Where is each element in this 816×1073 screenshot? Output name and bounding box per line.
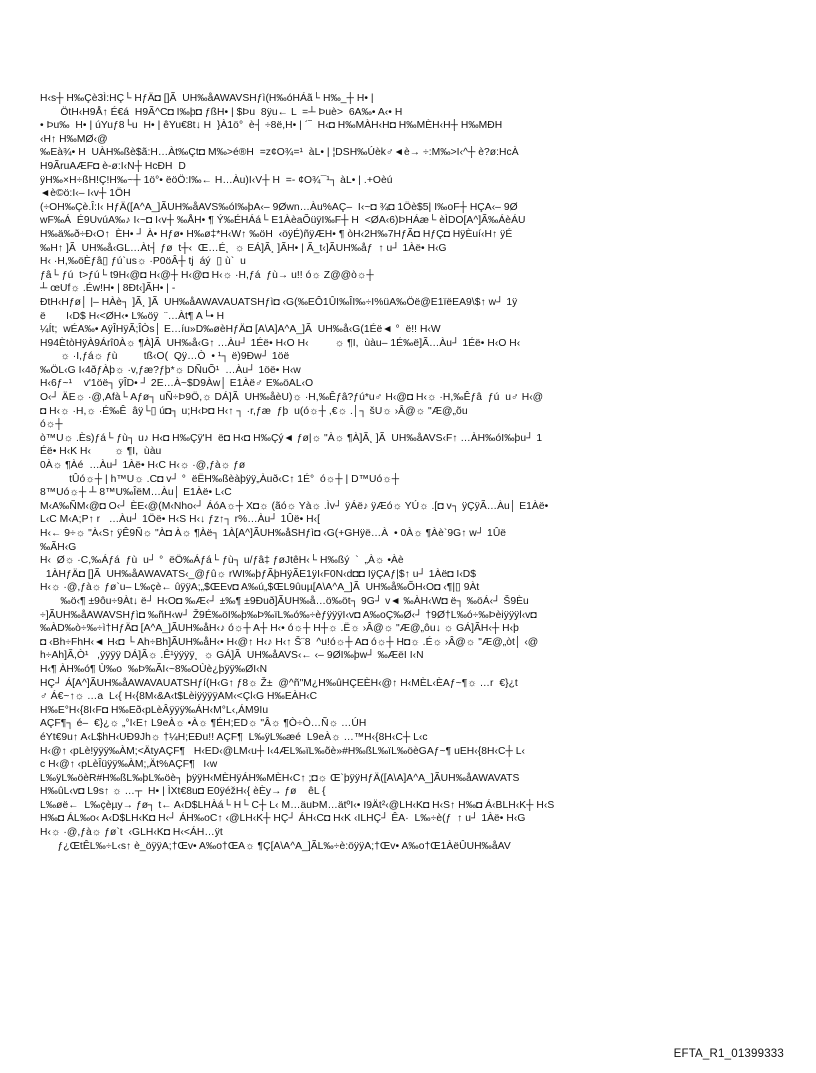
text-line: ‹H↑ H‰MØ‹@ xyxy=(40,133,108,145)
text-line: ◘ H‹☼ ·H,☼ ·É‰Ê âÿ└▯ ú◘┐ u;H‹Þ◘ H‹↑ ┐ ·r,ƒæ ƒþ u(ó☼┼ ,€☼ .│┐ šU☼ ›Â@☼ "Æ@„õu xyxy=(40,405,468,417)
text-line: H‰ä‰ð÷Ð‹O↑ ÈH• ┘ À• Hƒø• H‰ø‡*H‹W↑ ‰öH ‹öÿÉ)ñÿÆH• ¶ òH‹2H‰7HƒÃ◘ HƒÇ◘ HÿÈuí‹H↑ ÿÉ xyxy=(40,228,513,240)
text-line: 8™Uó☼┼ ┴ 8™U‰ÎëM…Àu│ E1Àë• L‹C xyxy=(40,487,232,499)
text-line: H‰ûL‹v◘ L9s↑ ☼ …┬ H• | ÌXt€8u◘ E0ÿéžH‹{ èÈy→ ƒø êL { xyxy=(40,786,326,798)
text-line: ◘ ‹Bh÷FhH‹◄ H‹◘ └ Ah÷Bh]ÃUH‰åH‹• H‹@↑ H‹♪ H‹↑ Š¨8 ^u!ó☼┼ A◘ ó☼┼ H◘☼ .É☼ ›Â@☼ "Æ@„òt│ ‹@ xyxy=(40,636,539,648)
text-line: 1ÀHƒÄ◘ []Ã UH‰åAWAVATS‹_@ƒû☼ rWI‰þƒÃþHÿÃE1ÿI‹F0N‹d◘◘ IÿÇAƒ|$↑ u┘ 1Àë◘ I‹D$ xyxy=(40,568,477,580)
text-line: L‹C M‹A;P↑ r …Àu┘ 1Öë• H‹S H‹↓ ƒz↑┐ r%…Àu┘ 1Ûë• H‹[ xyxy=(40,514,321,526)
garbled-text-block xyxy=(40,92,782,853)
text-line: M‹A‰ÑM‹@◘ O‹┘ ÈE‹@(M‹Nho‹┘ ÁóA☼┼ X◘☼ (ãó☼ Yà☼ .Ìv┘ ÿÁë♪ ÿÆó☼ YÚ☼ .[◘ v┐ ÿÇÿÃ…Àu│ E1Àë• xyxy=(40,500,549,512)
text-line: ò™U☼ .Ès)ƒá└ ƒù┐ u♪ H‹◘ H‰Çÿ'H ë◘ H‹◘ H‰Çý◄ ƒø|☼ "À☼ ¶À]Ã¸ ]Ã UH‰åAVS‹F↑ …ÀH‰óI‰þu┘ 1 xyxy=(40,432,543,444)
text-line: AÇF¶┐ é– €}¿☼ „°I‹E↑ L9eÀ☼ •À☼ ¶ÉH;ED☼ "Â☼ ¶Ò÷Ò…Ñ☼ …ÚH xyxy=(40,718,367,730)
text-line: ‰ÃH‹G xyxy=(40,541,77,553)
text-line: ‰ÀD‰ò÷‰÷ì†HƒÄ◘ [A^A_]ÃUH‰åH‹♪ ó☼┼ A┼ H‹• ó☼┼ H┼☼ .Ë☼ ›Â@☼ "Æ@„ôu↓ ☼ GÁ]ÃH‹┼ H‹þ xyxy=(40,623,519,635)
text-line: ó☼┼ xyxy=(40,419,63,431)
text-line: H‹ Ø☼ ·C,‰Áƒá ƒù u┘ ° ëÖ‰Áƒá└ ƒù┐ u/ƒâ‡ ƒøJtêH‹└ H‰ßý ` „À☼ •Àè xyxy=(40,555,404,567)
text-line: h÷Ah]Ã,Ò¹ ,ÿÿÿÿ DÁ]Ã☼ .Ê¹ÿÿÿÿ¸ ☼ GÁ]Ã UH‰åAVS‹← ‹– 9ØI‰þw┘ ‰ÆëI I‹N xyxy=(40,650,424,662)
text-line: 0À☼ ¶Àé …Àu┘ 1Àë• H‹C H‹☼ ·@,ƒà☼ ƒø xyxy=(40,460,246,472)
text-line: ┴ œUf☼ .Éw!H• | 8Ðt‹]ÃH• | - xyxy=(40,283,176,295)
text-line: ‰ÖL‹G I‹4ðƒÀþ☼ ·v,ƒæ?ƒþ*☼ DÑuÕ¹ …Àu┘ 1öë• H‹w xyxy=(40,364,301,376)
text-line: H‹☼ ·@,ƒà☼ ƒø`t ‹GLH‹K◘ H‹<ÁH…ÿt xyxy=(40,827,223,839)
text-line: H9ÃruAÆF◘ è-ø:I‹N┼ HcÐH D xyxy=(40,160,186,172)
text-line: ƒ¿ŒtÊL‰÷L‹s↑ è_öÿÿA;†Œv• A‰o†ŒA☼ ¶Ç[A\A^A_]ÃL‰÷è:öÿÿA;†Œv• A‰o†Œ1ÀëÛUH‰åAV xyxy=(40,840,511,852)
text-line: ☼ ·I,ƒá☼ ƒù tß‹O( Qÿ…Ò • ¹┐ ë)9Ðw┘ 1öë xyxy=(40,351,290,363)
text-line: ÿH‰×H÷ßH!Ç!H‰~┼ 1ö°• ëöÖ:I‰← H…Àu)I‹V┼ H =- ¢O¾¯¹┐ àL• | .+Oèú xyxy=(40,174,393,186)
text-line: tÛó☼┼ | h™U☼ .C◘ v┘ ° ëËH‰ßèàþÿÿ„Àuð‹C↑ 1É° ó☼┼ | D™Uó☼┼ xyxy=(40,473,400,485)
text-line: HÇ┘ Á[A^]ÃUH‰åAWAVAUATSHƒí(H‹G↑ ƒ8☼ Ž± @^ñ"M¿H‰ûHÇEÈH‹@↑ H‹MÈL‹ÈAƒ~¶☼ …r €}¿t xyxy=(40,677,518,689)
text-line: Éë• H‹K H‹ ☼ ¶I, ùàu xyxy=(40,446,162,458)
text-line: H‹¶ ÀH‰ó¶ Ù‰o ‰Þ‰ÃI‹~8‰OÙè¿þÿÿ‰ØI‹N xyxy=(40,663,268,675)
text-line: H‰E°H‹{8I‹F◘ H‰Eð‹pLèÂÿÿÿ‰ÁH‹M°L‹,ÁM9Iu xyxy=(40,704,269,716)
text-line: O‹┘ ÄE☼ ·@,Afà└ Aƒø┐ uÑ÷Þ9Ö,☼ DÁ]Ã UH‰åèU)☼ ·H,‰Êƒâ?ƒú*u♂ H‹@◘ H‹☼ ·H,‰Êƒâ ƒú u♂ H‹@ xyxy=(40,392,544,404)
text-line: ♂ Á€~↑☼ …a L‹{ H‹{8M‹&A‹t$LèiÿÿÿÿAM‹<Çl‹G H‰EÀH‹C xyxy=(40,691,318,703)
text-line: H‹s┼ H‰Çè3Ì:HÇ└ HƒÄ◘ []Ã UH‰åAWAVSHƒì(H‰óHÁã└ H‰_┼ H• | xyxy=(40,93,374,104)
text-line: H‰◘ ÁL‰o‹ A‹D$LH‹K◘ H‹┘ ÁH‰oC↑ ‹@LH‹K┼ HÇ┘ ÁH‹C◘ H‹K ‹ILHÇ┘ ÊA· L‰÷è(ƒ ↑ u┘ 1Àë• H‹G xyxy=(40,813,526,825)
text-line: ÷]ÃUH‰åAWAVSHƒì◘ ‰ñH‹w┘ Ž9É‰öI‰þ‰Þ‰ïL‰ó‰÷èƒÿÿÿI‹v◘ A‰oÇ‰Ø‹┘ †9Ø†L‰ó÷‰Þèiÿÿÿl‹v◘ xyxy=(40,609,537,621)
text-line: L‰øë← L‰çèµy→ ƒø┐ t← A‹D$LHÀá└ H└ C┼ L‹ M…äuÞM…ätºI‹• I9Ät²‹@LH‹K◘ H‹S↑ H‰◘ Á‹BLH‹K┼ H‹S xyxy=(40,799,555,811)
text-line: H‹@↑ ‹pLè!ÿÿÿ‰ÀM;<ÄtyAÇF¶ H‹ED‹@LM‹u┼ I‹4ÆL‰ïL‰õè»#H‰ßL‰ïL‰öèGAƒ~¶ uEH‹{8H‹C┼ L‹ xyxy=(40,745,525,757)
text-line: ‰Eà¾• H UÀH‰ßè$ã:H…Àt‰Çt◘ M‰>é®H =z¢O¾=¹ àL• | ¦DSH‰Úèk♂◄è→ ÷:M‰>I‹^┼ è?ø:HcÀ xyxy=(40,147,519,159)
text-line: H‹☼ ·@,ƒà☼ ƒø`u– L‰çè← ûÿÿA;„$ŒEv◘ A‰ú„$ŒL9ûuµ[A\A^A_]Ã UH‰å‰ÕH‹O◘ ‹¶|▯ 9Àt xyxy=(40,582,480,594)
text-line: H94ÈtòHÿÀ9Árî0À☼ ¶À]Ã UH‰å‹G↑ …Àu┘ 1Éë• H‹O H‹ ☼ ¶I, ùàu– 1É‰ë]Ã…Àu┘ 1Éë• H‹O H‹ xyxy=(40,337,521,349)
document-identifier: EFTA_R1_01399333 xyxy=(673,1048,784,1060)
text-line: H‹6ƒ~¹ v'1öë┐ ÿÎD• ┘ 2E…À~$D9Àw│ E1Àë♂ E‰öAL‹O xyxy=(40,378,314,390)
text-line: ë I‹D$ H‹<ØH‹• L‰öÿ ¨…Àt¶ A└• H xyxy=(40,310,225,322)
text-line: ‰H↑ ]Ã UH‰å‹GL…Àt┤ ƒø t┼‹ Œ…É¸ ☼ EÁ]Ã¸ ]ÃH• | Ã_t‹]ÃUH‰åƒ ↑ u┘ 1Àë• H‹G xyxy=(40,242,447,254)
text-line: H‹ ·H,‰öÈƒâ▯ ƒú`us☼ ·P0öÂ┼ tj áý ▯ ù` u xyxy=(40,256,246,268)
text-line: ◄è©ö:I‹– I‹v┼ 1ÖH xyxy=(40,188,131,200)
text-line: ÖtH‹H9Å↑ É€á H9Ã^C◘ I‰þ◘ ƒßH• | $Þu 8ÿu← L =┴ Þuè> 6A‰• A‹• H xyxy=(40,106,403,118)
text-line: ¼Ít; wÉA‰• AÿÎHÿÃ;ÎÒs│ E…íu»D‰øèHƒÄ◘ [A\A]A^A_]Ã UH‰å‹G(1Éë◄ ° ë!! H‹W xyxy=(40,324,441,336)
text-line: (÷OH‰Çè.Î:I‹ HƒÄ([A^A_]ÃUH‰åAVS‰óI‰þA‹– 9Øwn…Àu%AÇ– I‹~◘ ¾◘ 1Öè$5| I‰oF┼ HÇA‹– 9Ø xyxy=(40,201,518,213)
text-line: éYt€9u↑ A‹L$hH‹UÐ9Jh☼ †¼H;EÐu!! AÇF¶ L‰ÿL‰æé L9eÀ☼ …™H‹{8H‹C┼ L‹c xyxy=(40,731,428,743)
text-line: c H‹@↑ ‹pLèÎüÿÿ‰ÀM;,Ät%AÇF¶ I‹w xyxy=(40,759,218,771)
text-line: • Þu‰ H• | úYuƒ8└u H• | êYu€8t↓ H }À1ö° è┤ ÷8ë,H• | ´‾ H‹◘ H‰MÀH‹H◘ H‰MÈH‹H┼ H‰MÐH xyxy=(40,120,503,132)
text-line: L‰ÿL‰öèR#H‰ßL‰þL‰öè┐ þÿÿH‹MÈHÿÁH‰MÈH‹C↑ ;◘☼ Œ`þÿÿHƒÄ([A\A]A^A_]ÃUH‰åAWAVATS xyxy=(40,772,520,784)
text-line: wF‰Á É9UvúA‰♪ I‹~◘ I‹v┼ ‰ÅH• ¶ Ý‰ÉHÁá└ E1ÀèaÕüÿI‰F┼ H <ØA‹6)ÞHÁæ└ èÌDO[A^]Ã‰ÁèÁU xyxy=(40,215,526,227)
text-line: H‹← 9÷☼ "À‹S↑ ÿÊ9Ñ☼ "À◘ À☼ ¶Àë┐ 1À[A^]ÃUH‰åSHƒì◘ ‹G(+GHÿë…À • 0À☼ ¶Àè`9G↑ w┘ 1Ûë xyxy=(40,528,507,539)
text-line: ÐtH‹Hƒø│ |– HÀè┐ ]Ã¸ ]Ã UH‰åAWAVAUATSHƒì◘ ‹G(‰EÔ1ÛI‰ÎI‰÷I%üA‰Öë@E1ïëEA9\$↑ w┘ 1ÿ xyxy=(40,296,518,308)
text-line: ƒâ└ ƒú t>ƒú└ t9H‹@◘ H‹@┼ H‹@◘ H‹☼ ·H,ƒá ƒù→ u!! ó☼ Z@@ò☼┼ xyxy=(40,269,374,281)
text-line: ‰ö‹¶ ±9ôu÷9Àt↓ ë┘ H‹O◘ ‰Æ‹┘ ±‰¶ ±9Ðuð]ÃUH‰å…ö‰öt┐ 9G┘ v◄ ‰ÀH‹W◘ ë┐ ‰öÁ‹┘ Š9Èu xyxy=(40,595,529,607)
